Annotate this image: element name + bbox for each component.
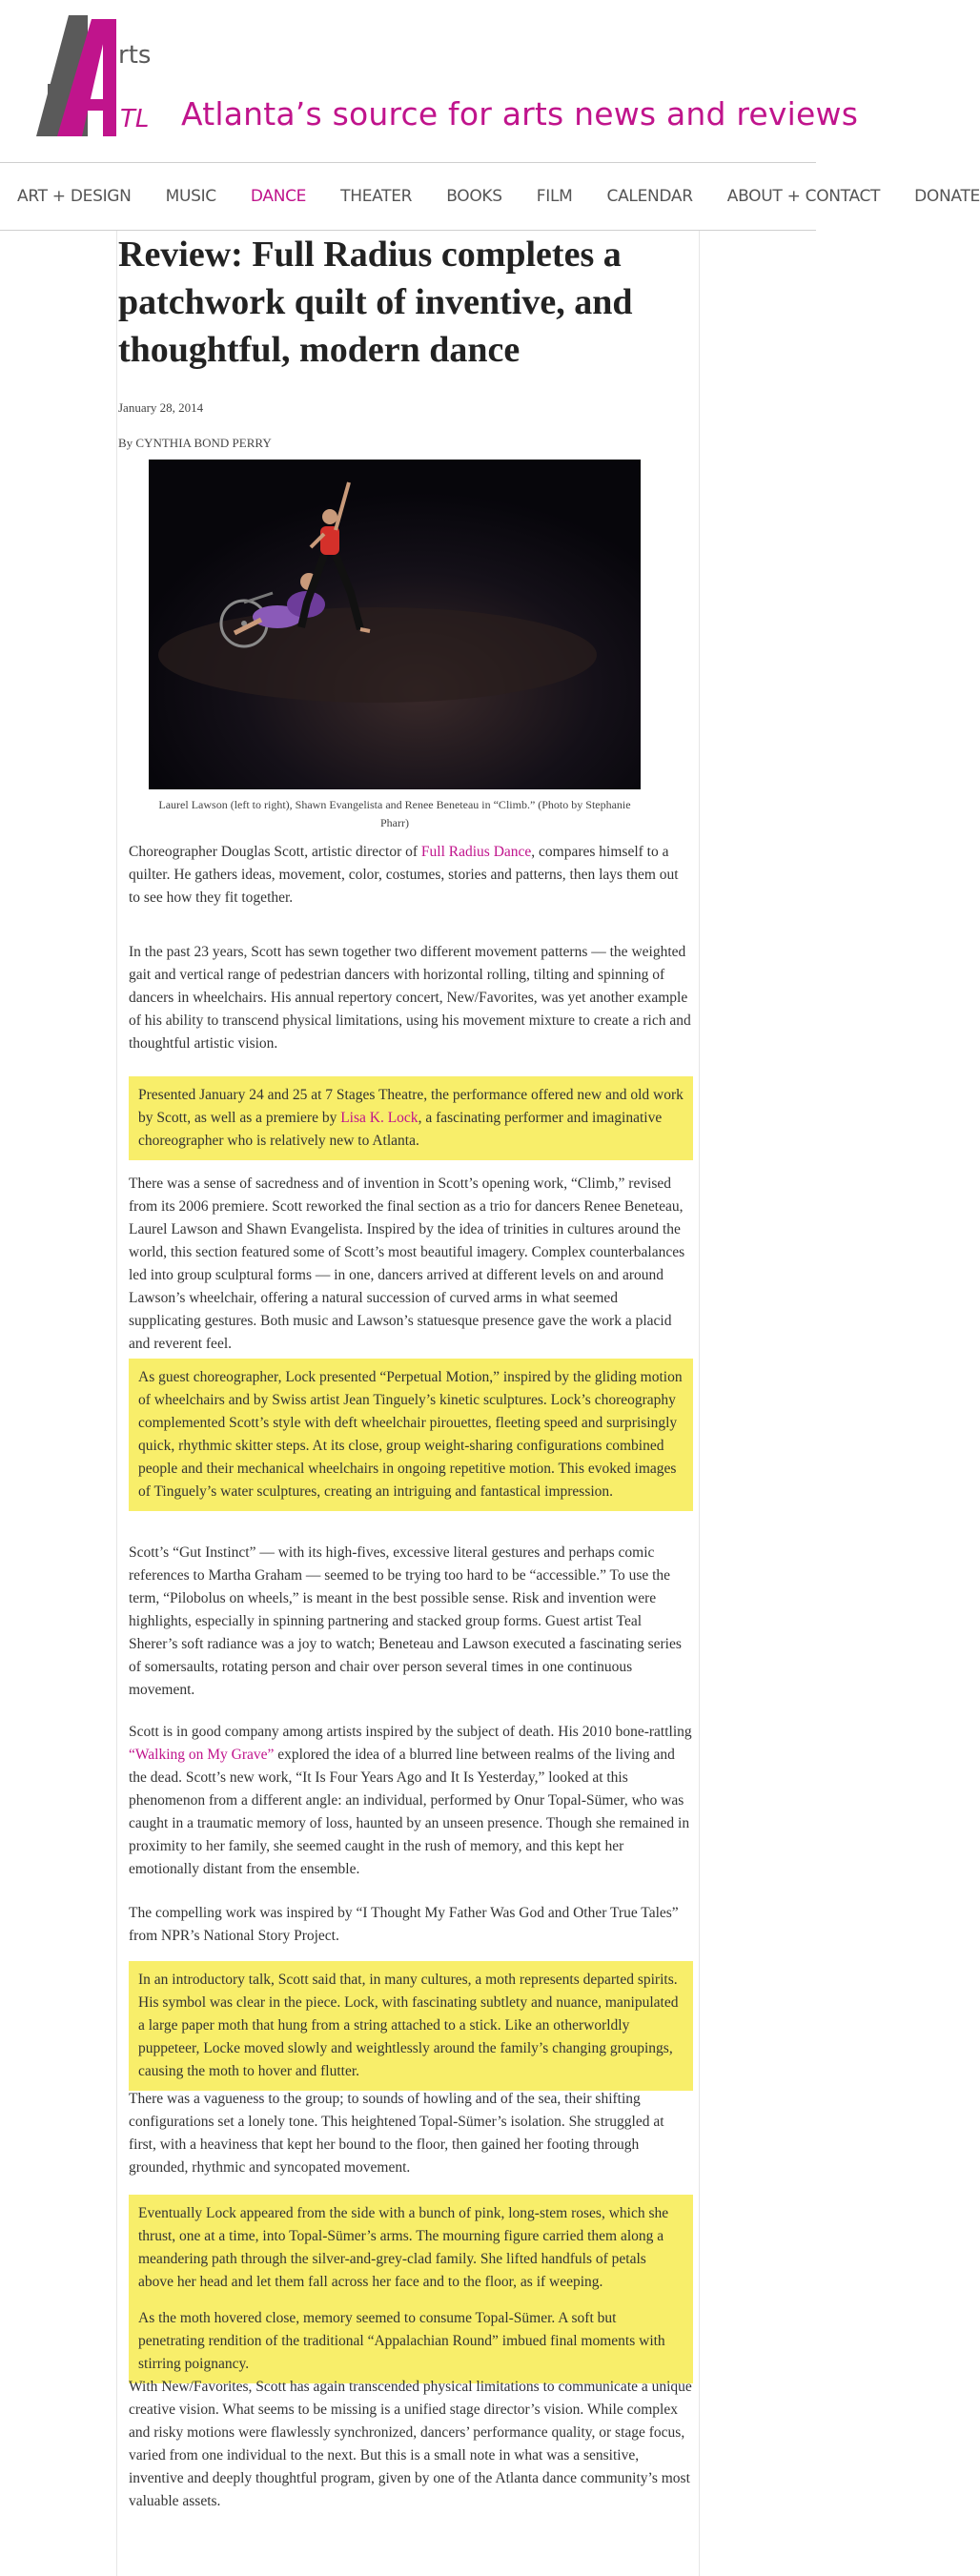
nav-list [0, 163, 980, 230]
paragraph-4 [129, 1173, 693, 1356]
paragraph-text: There was a vagueness to the group; to sounds of howling and of the sea, their shifting configurations set a lonely tone. This heightened Topal-Sümer’s isolation. She struggled at first, with a heaviness that kept her bound to the floor, then gained her footing through grounded, rhythmic and syncopated movement. [129, 2091, 664, 2176]
nav-item-donate[interactable]: DONATE [914, 187, 980, 206]
nav-item-music[interactable]: MUSIC [165, 187, 216, 206]
paragraph-text: As the moth hovered close, memory seemed to consume Topal-Sümer. A soft but penetrating rendition of the traditional “Appalachian Round” imbued final moments with stirring poignancy. [138, 2310, 665, 2372]
paragraph-text: , compares himself to a quilter. He gathers ideas, movement, color, costumes, stories and patterns, then lays them out to see how they fit together. [129, 844, 679, 906]
paragraph-text: Presented January 24 and 25 at 7 Stages Theatre, the performance offered new and old work by Scott, as well as a premiere by [138, 1087, 684, 1126]
lisa-k-lock-link[interactable]: Lisa K. Lock [340, 1110, 419, 1126]
walking-on-my-grave-link[interactable]: “Walking on My Grave” [129, 1747, 275, 1763]
paragraph-text: Choreographer Douglas Scott, artistic director of [129, 844, 421, 860]
main-nav [0, 162, 980, 231]
site-tagline: Atlanta’s source for arts news and reviews [181, 95, 859, 133]
svg-text:TL: TL [120, 105, 150, 133]
svg-text:rts: rts [118, 41, 152, 70]
paragraph-2 [129, 941, 693, 1055]
paragraph-text: As guest choreographer, Lock presented “Perpetual Motion,” inspired by the gliding motion of wheelchairs and by Swiss artist Jean Tinguely’s kinetic sculptures. Lock’s choreography complemented Scott’s style with deft wheelchair pirouettes, fleeting speed and surprisingly quick, rhythmic skitter steps. At its close, group weight-sharing configurations combined people and their mechanical wheelchairs in ongoing repetitive motion. This evoked images of Tinguely’s water sculptures, creating an intriguing and fantastical impression. [138, 1369, 683, 1500]
nav-item-film[interactable]: FILM [536, 187, 573, 206]
paragraph-8 [129, 1902, 693, 1948]
paragraph-text: In the past 23 years, Scott has sewn together two different movement patterns — the weighted gait and vertical range of pedestrian dancers with horizontal rolling, tilting and spinning of dancers in wheelchairs. His annual repertory concert, New/Favorites, was yet another example of his ability to transcend physical limitations, using his movement mixture to create a rich and thoughtful artistic vision. [129, 944, 691, 1052]
article [116, 231, 700, 2576]
paragraph-13 [129, 2376, 693, 2513]
paragraph-11-12-highlighted [129, 2195, 693, 2383]
paragraph-text: Eventually Lock appeared from the side with a bunch of pink, long-stem roses, which she thrust, one at a time, into Topal-Sümer’s arms. The mourning figure carried them along a meandering path through the silver-and-grey-clad family. She lifted handfuls of petals above her head and let them fall across her face and to the floor, as if weeping. [138, 2205, 669, 2290]
paragraph-text: Scott is in good company among artists inspired by the subject of death. His 2010 bone-rattling [129, 1724, 692, 1740]
paragraph-3-highlighted [129, 1076, 693, 1160]
article-byline: By CYNTHIA BOND PERRY [118, 436, 272, 450]
nav-item-art-design[interactable]: ART + DESIGN [17, 187, 132, 206]
paragraph-5-highlighted [129, 1359, 693, 1511]
paragraph-text: The compelling work was inspired by “I Thought My Father Was God and Other True Tales” from NPR’s National Story Project. [129, 1905, 679, 1944]
nav-item-about-contact[interactable]: ABOUT + CONTACT [726, 187, 881, 206]
photo-caption: Laurel Lawson (left to right), Shawn Evangelista and Renee Beneteau in “Climb.” (Photo by Stephanie Pharr) [158, 798, 631, 829]
nav-item-dance[interactable]: DANCE [250, 187, 307, 206]
site-header [0, 0, 980, 206]
article-date: January 28, 2014 [118, 400, 204, 415]
paragraph-text: , a fascinating performer and imaginative choreographer who is relatively new to Atlanta. [138, 1110, 663, 1149]
full-radius-dance-link[interactable]: Full Radius Dance [420, 844, 532, 860]
paragraph-1 [129, 841, 693, 910]
paragraph-7 [129, 1721, 693, 1881]
paragraph-text: With New/Favorites, Scott has again transcended physical limitations to communicate a unique creative vision. What seems to be missing is a unified stage director’s vision. While complex and risky motions were flawlessly synchronized, dancers’ performance quality, or stage focus, varied from one individual to the next. But this is a small note in what was a sensitive, inventive and deeply thoughtful program, given by one of the Atlanta dance community’s most valuable assets. [129, 2379, 692, 2509]
paragraph-6 [129, 1542, 693, 1702]
paragraph-text: There was a sense of sacredness and of invention in Scott’s opening work, “Climb,” revised from its 2006 premiere. Scott reworked the final section as a trio for dancers Renee Beneteau, Laurel Lawson and Shawn Evangelista. Inspired by the idea of trinities in cultures around the world, this section featured some of Scott’s most beautiful imagery. Complex counterbalances led into group sculptural forms — in one, dancers arrived at different levels on and around Lawson’s wheelchair, offering a natural succession of curved arms in what seemed supplicating gestures. Both music and Lawson’s statuesque presence gave the work a placid and reverent feel. [129, 1176, 685, 1352]
nav-item-theater[interactable]: THEATER [340, 187, 413, 206]
paragraph-text: In an introductory talk, Scott said that, in many cultures, a moth represents departed spirits. His symbol was clear in the piece. Lock, with fascinating subtlety and nuance, manipulated a large paper moth that hung from a string attached to a stick. Like an otherworldly puppeteer, Locke moved slowly and weightlessly around the family’s changing groupings, causing the moth to hover and flutter. [138, 1972, 679, 2079]
arts-atl-logo[interactable] [29, 8, 191, 141]
paragraph-text: explored the idea of a blurred line between realms of the living and the dead. Scott’s new work, “It Is Four Years Ago and It Is Yesterday,” looked at this phenomenon from a different angle: an individual, performed by Onur Topal-Sümer, who was caught in a traumatic memory of loss, haunted by an unseen presence. Though she remained in proximity to her family, she seemed caught in the rush of memory, and this kept her emotionally distant from the ensemble. [129, 1747, 690, 1877]
paragraph-10 [129, 2088, 693, 2179]
dance-photo-illustration [149, 460, 641, 789]
nav-item-calendar[interactable]: CALENDAR [606, 187, 693, 206]
article-photo[interactable] [149, 460, 641, 789]
article-title: Review: Full Radius completes a patchwork quilt of inventive, and thoughtful, modern dance [118, 235, 633, 370]
nav-item-books[interactable]: BOOKS [446, 187, 502, 206]
paragraph-9-highlighted [129, 1961, 693, 2091]
paragraph-text: Scott’s “Gut Instinct” — with its high-fives, excessive literal gestures and perhaps comic references to Martha Graham — seemed to be trying too hard to be “accessible.” To use the term, “Pilobolus on wheels,” is meant in the best possible sense. Risk and invention were highlights, especially in spinning partnering and stacked group forms. Guest artist Teal Sherer’s soft radiance was a joy to watch; Beneteau and Lawson executed a fascinating series of somersaults, rotating person and chair over person several times in one continuous movement. [129, 1544, 682, 1698]
